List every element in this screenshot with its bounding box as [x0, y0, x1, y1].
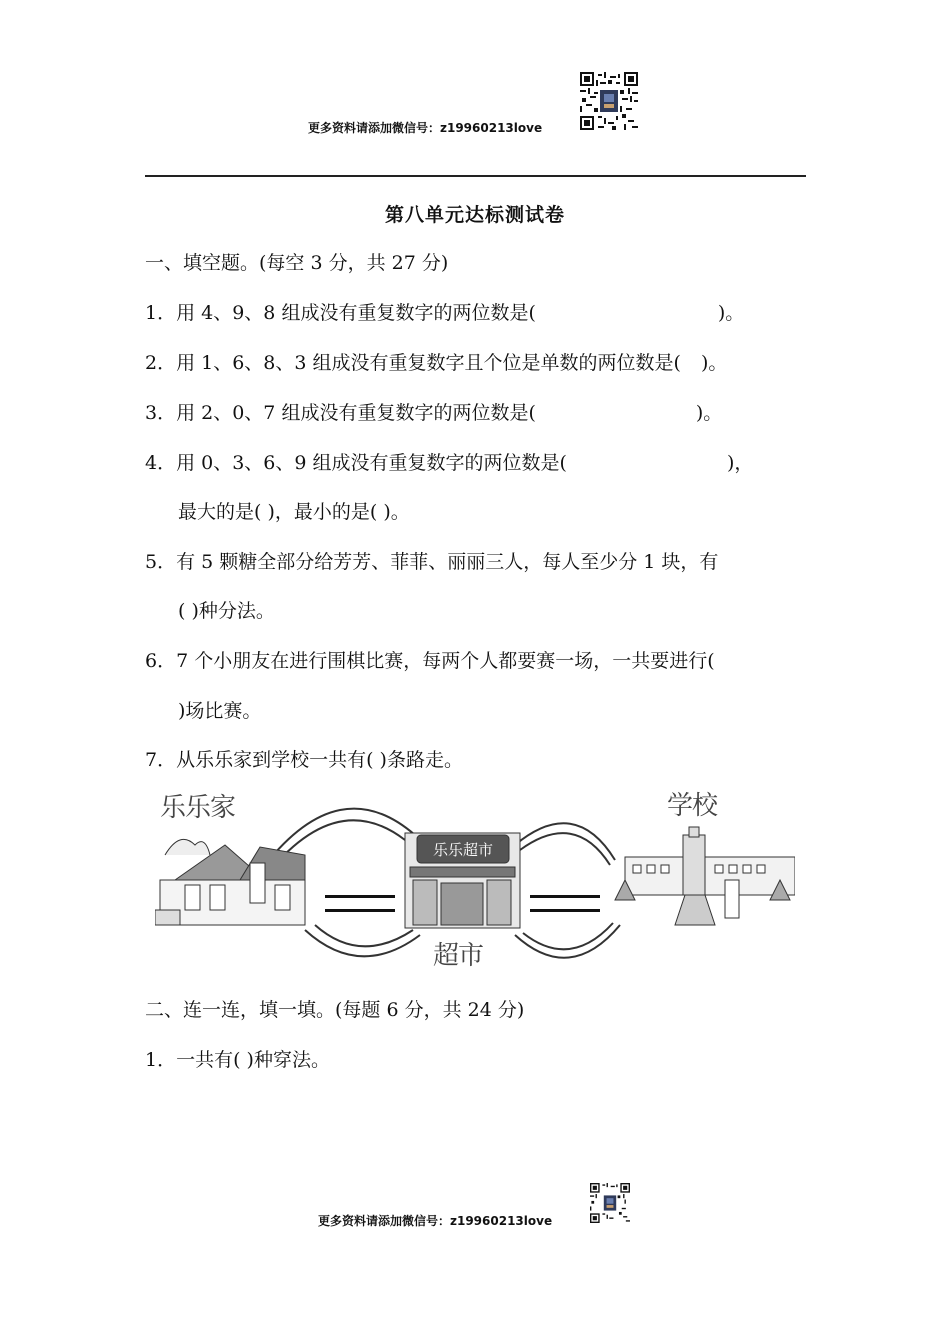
- question-4: [145, 448, 753, 475]
- question-7: [145, 745, 463, 772]
- footer-wechat-note: 更多资料请添加微信号：z19960213love: [318, 1214, 553, 1228]
- question-number: 1．: [145, 1049, 177, 1071]
- question-close: )。: [695, 402, 723, 424]
- question-number: 6．: [145, 650, 177, 672]
- house-drawing: [155, 839, 305, 925]
- question-number: 5．: [145, 551, 177, 573]
- school-label: 学校: [667, 791, 718, 821]
- question-close: )。: [717, 302, 745, 324]
- question-number: 3．: [145, 402, 177, 424]
- question-5: [145, 547, 718, 574]
- question-5-line2: ( )种分法。: [178, 600, 275, 622]
- question-text: 用 1、6、8、3 组成没有重复数字且个位是单数的两位数是(: [176, 352, 681, 374]
- question-6-line2: )场比赛。: [178, 700, 262, 722]
- school-drawing: [615, 827, 795, 925]
- question-text: 7 个小朋友在进行围棋比赛，每两个人都要赛一场，一共要进行(: [176, 650, 715, 672]
- question-6: [145, 646, 715, 673]
- question-1: [145, 298, 744, 325]
- home-label: 乐乐家: [160, 793, 236, 823]
- question-text: 有 5 颗糖全部分给芳芳、菲菲、丽丽三人，每人至少分 1 块，有: [176, 551, 719, 573]
- question-number: 1．: [145, 302, 177, 324]
- question-number: 4．: [145, 452, 177, 474]
- header-divider: [145, 175, 806, 177]
- question-close: )。: [700, 352, 728, 374]
- question-text: 一共有( )种穿法。: [176, 1049, 330, 1071]
- qr-code-icon: [580, 72, 638, 130]
- question-number: 2．: [145, 352, 177, 374]
- question-close: )，: [726, 452, 754, 474]
- question-number: 7．: [145, 749, 177, 771]
- header-wechat-note: 更多资料请添加微信号：z19960213love: [308, 121, 543, 135]
- question-text: 用 2、0、7 组成没有重复数字的两位数是(: [176, 402, 536, 424]
- section2-heading: 二、连一连，填一填。(每题 6 分，共 24 分): [145, 999, 525, 1021]
- question-4-line2: 最大的是( )，最小的是( )。: [178, 501, 410, 523]
- market-sign: 乐乐超市: [432, 841, 494, 859]
- question-text: 用 0、3、6、9 组成没有重复数字的两位数是(: [176, 452, 567, 474]
- section1-heading: 一、填空题。(每空 3 分，共 27 分): [145, 252, 449, 274]
- market-label: 超市: [433, 941, 484, 971]
- question-text: 用 4、9、8 组成没有重复数字的两位数是(: [176, 302, 536, 324]
- page-title: 第八单元达标测试卷: [384, 204, 565, 226]
- question-2: [145, 348, 727, 375]
- section2-question-1: [145, 1045, 330, 1072]
- question-text: 从乐乐家到学校一共有( )条路走。: [176, 749, 463, 771]
- route-illustration: [155, 785, 795, 975]
- question-3: [145, 398, 722, 425]
- qr-code-icon: [590, 1183, 630, 1223]
